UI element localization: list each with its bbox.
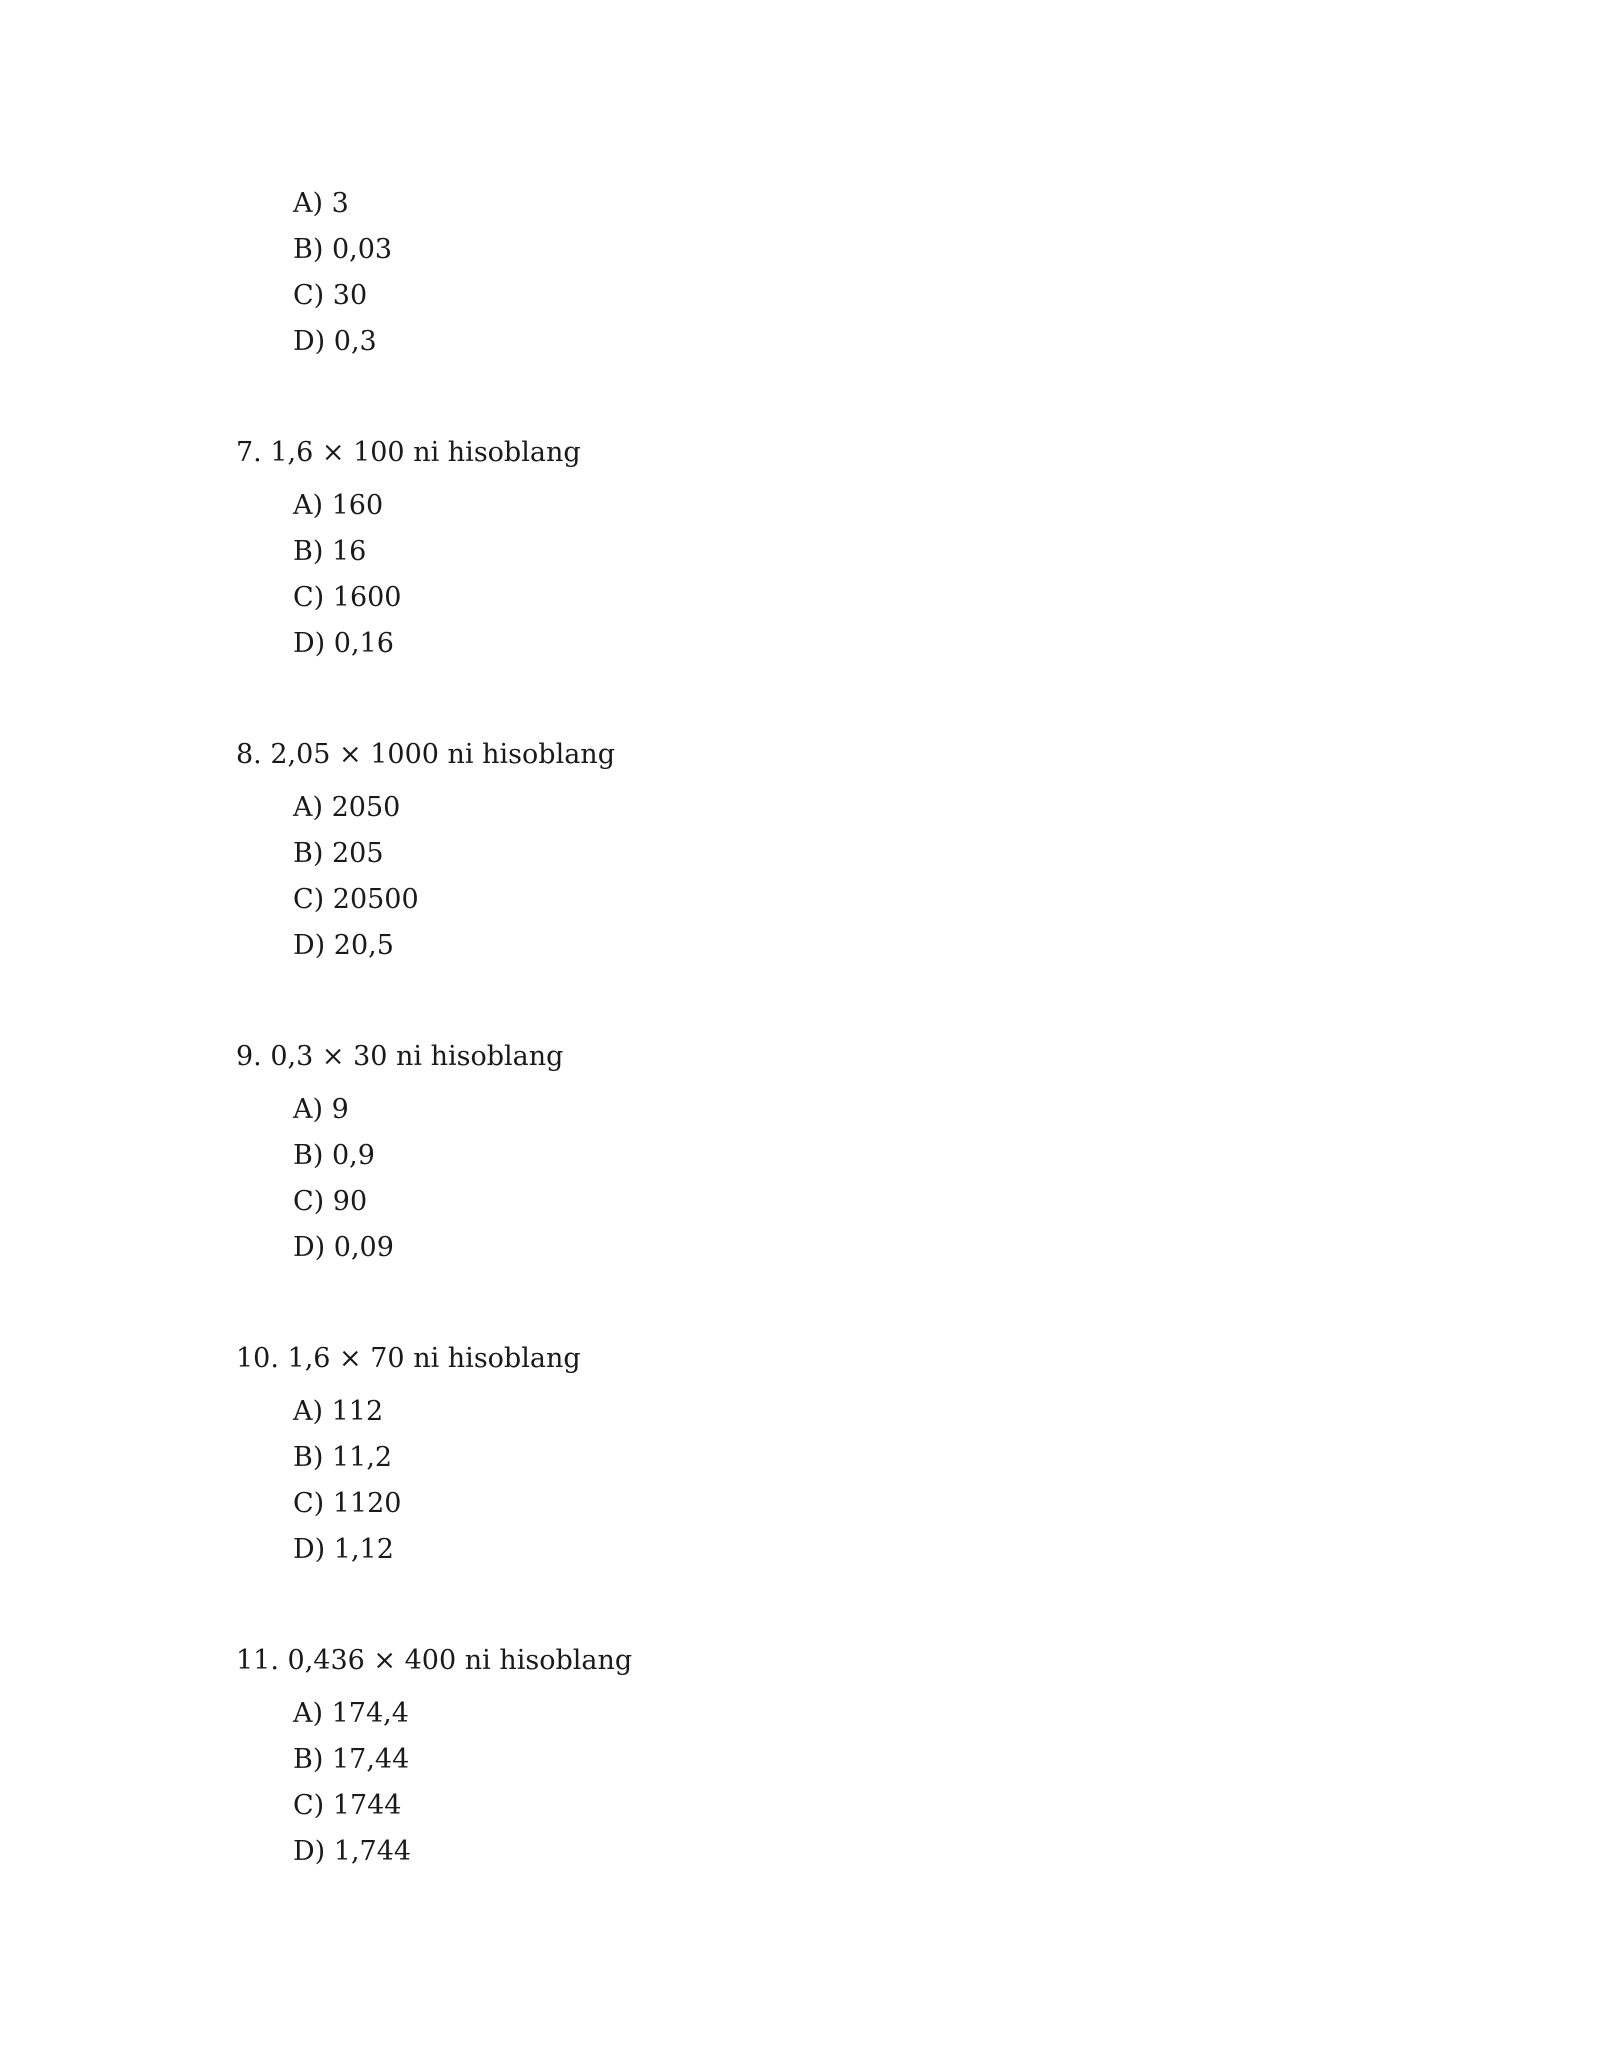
- answer-option: B) 0,9: [293, 1140, 375, 1171]
- answer-option: C) 1600: [293, 582, 402, 613]
- answer-options-9: [293, 1094, 394, 1278]
- question-8: 8. 2,05 × 1000 ni hisoblang: [236, 739, 615, 770]
- answer-option: A) 160: [293, 490, 384, 521]
- answer-option: C) 20500: [293, 884, 419, 915]
- question-11: 11. 0,436 × 400 ni hisoblang: [236, 1645, 633, 1676]
- answer-option: B) 205: [293, 838, 384, 869]
- answer-option: B) 17,44: [293, 1744, 410, 1775]
- answer-option: C) 90: [293, 1186, 368, 1217]
- answer-option: D) 0,09: [293, 1232, 394, 1263]
- answer-options-prev: [293, 188, 392, 372]
- answer-options-10: [293, 1396, 402, 1580]
- answer-options-8: [293, 792, 419, 976]
- answer-options-11: [293, 1698, 411, 1882]
- answer-option: A) 2050: [293, 792, 401, 823]
- answer-option: C) 30: [293, 280, 368, 311]
- answer-options-7: [293, 490, 402, 674]
- answer-option: B) 11,2: [293, 1442, 393, 1473]
- answer-option: A) 9: [293, 1094, 349, 1125]
- answer-option: D) 1,12: [293, 1534, 394, 1565]
- answer-option: A) 174,4: [293, 1698, 409, 1729]
- question-7: 7. 1,6 × 100 ni hisoblang: [236, 437, 581, 468]
- answer-option: A) 3: [293, 188, 349, 219]
- question-9: 9. 0,3 × 30 ni hisoblang: [236, 1041, 564, 1072]
- answer-option: D) 1,744: [293, 1836, 412, 1867]
- answer-option: D) 20,5: [293, 930, 394, 961]
- answer-option: A) 112: [293, 1396, 384, 1427]
- answer-option: C) 1744: [293, 1790, 402, 1821]
- answer-option: D) 0,3: [293, 326, 377, 357]
- answer-option: B) 0,03: [293, 234, 393, 265]
- answer-option: B) 16: [293, 536, 367, 567]
- answer-option: D) 0,16: [293, 628, 394, 659]
- answer-option: C) 1120: [293, 1488, 402, 1519]
- question-10: 10. 1,6 × 70 ni hisoblang: [236, 1343, 581, 1374]
